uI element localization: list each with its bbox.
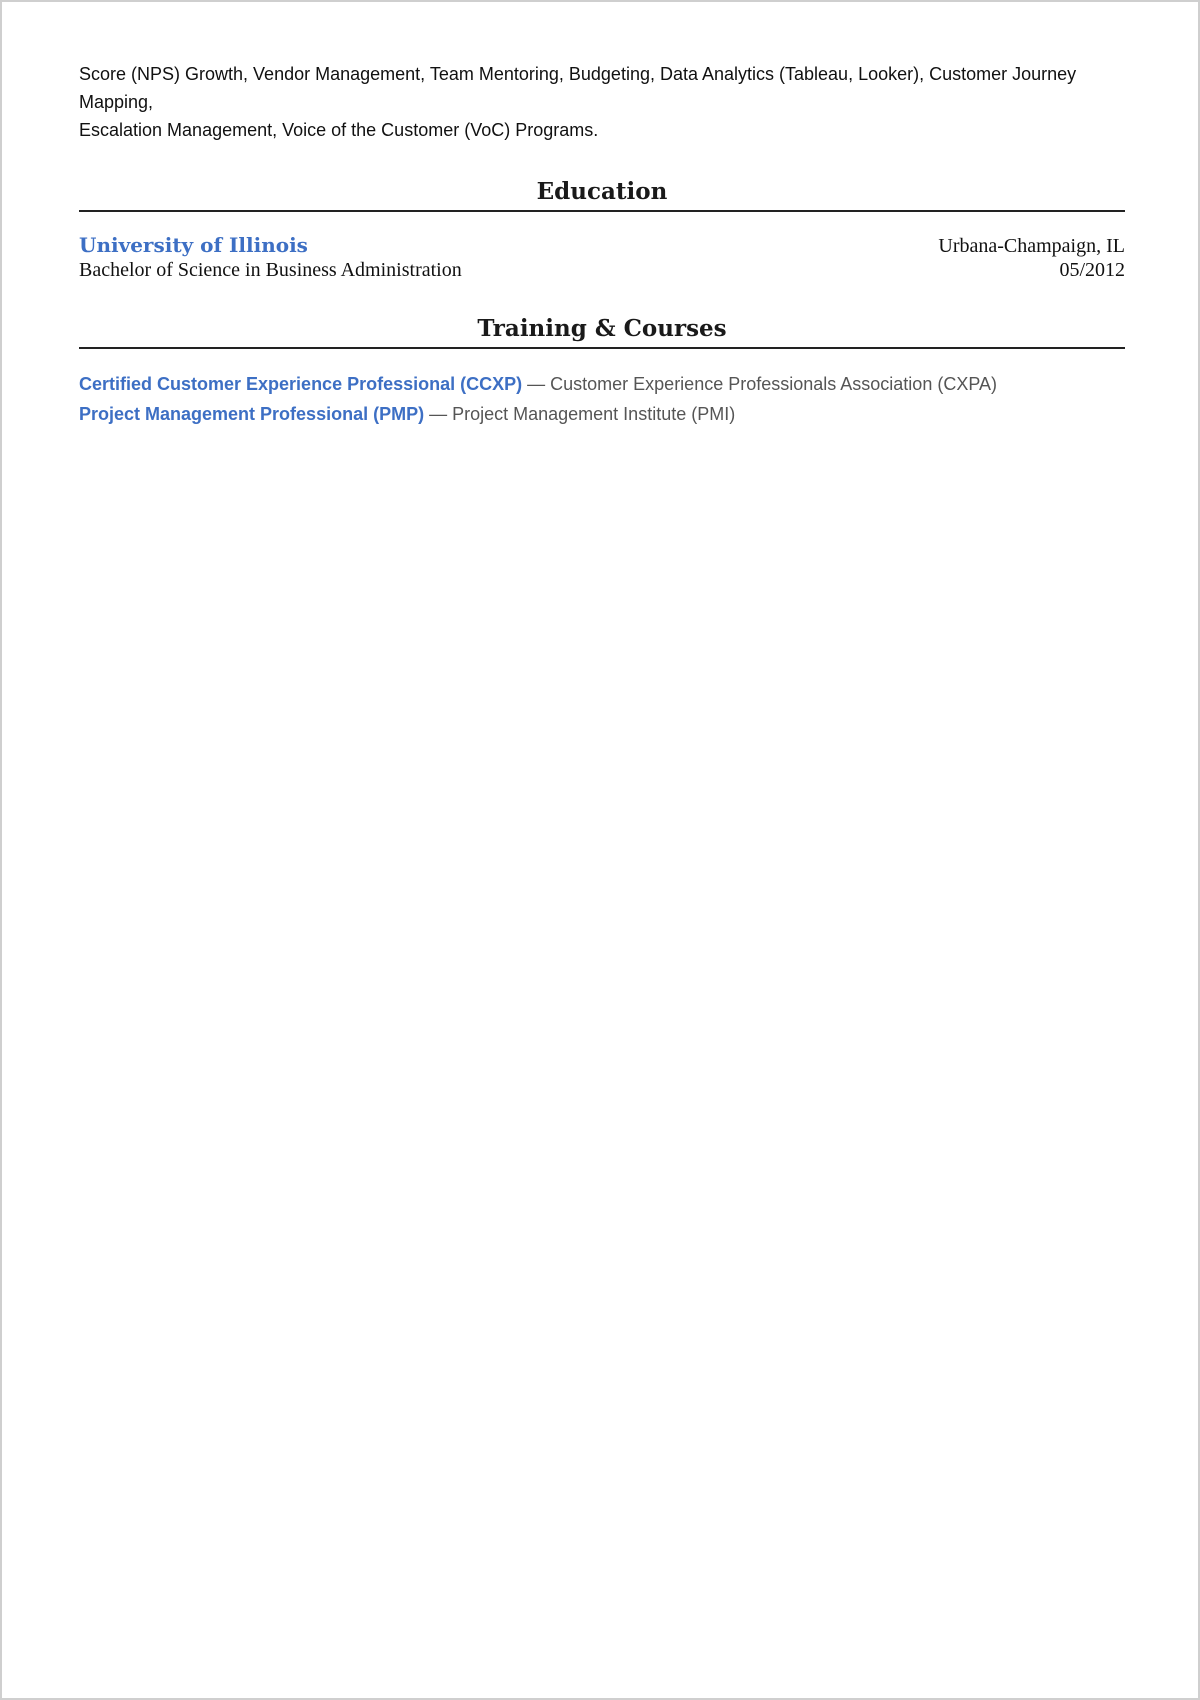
training-organization: Project Management Institute (PMI) [452,404,736,424]
skills-line-2: Escalation Management, Voice of the Customer (VoC) Programs. [79,120,599,140]
training-organization: Customer Experience Professionals Association (CXPA) [550,374,997,394]
education-degree: Bachelor of Science in Business Administration [79,259,462,281]
training-heading: Training & Courses [79,314,1125,349]
education-school: University of Illinois [79,233,308,257]
training-item [79,369,1125,399]
resume-content [79,60,1125,429]
training-title: Project Management Professional (PMP) [79,404,425,424]
education-entry-row-2 [79,258,1125,282]
training-separator: — [424,404,453,424]
training-item [79,399,1125,429]
training-list [79,369,1125,429]
education-date: 05/2012 [1059,259,1125,281]
skills-text [79,60,1125,144]
education-heading: Education [79,177,1125,212]
education-location: Urbana-Champaign, IL [938,235,1125,257]
education-entry [79,233,1125,282]
training-title: Certified Customer Experience Professional (CCXP) [79,374,523,394]
education-entry-row-1 [79,233,1125,258]
skills-line-1: Score (NPS) Growth, Vendor Management, Team Mentoring, Budgeting, Data Analytics (Tableau, Looker), Customer Journey Mapping, [79,64,1077,112]
training-separator: — [522,374,551,394]
